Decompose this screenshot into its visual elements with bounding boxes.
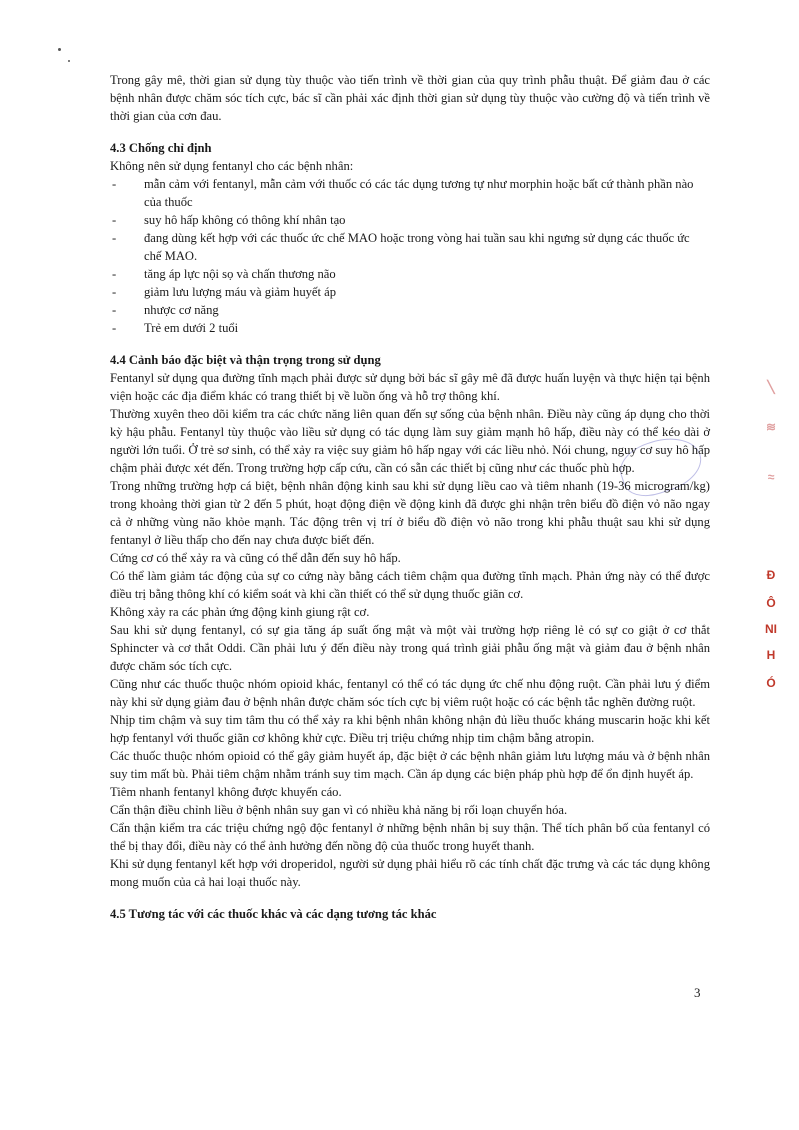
section-4-3-lead: Không nên sử dụng fentanyl cho các bệnh nhân: bbox=[110, 159, 354, 173]
margin-stamp-fragment: ≈ bbox=[767, 470, 775, 484]
warning-paragraph: Nhịp tim chậm và suy tim tâm thu có thể xảy ra khi bệnh nhân không nhận đủ liều thuốc kháng muscarin hoặc khi kết hợp fentanyl với thuốc giãn cơ không khử cực. Điều trị triệu chứng nhịp tim chậm bằng atropin. bbox=[110, 713, 710, 745]
section-4-5-heading: 4.5 Tương tác với các thuốc khác và các dạng tương tác khác bbox=[110, 907, 437, 921]
list-item: - nhược cơ năng bbox=[110, 301, 710, 319]
margin-stamp-char: NI bbox=[765, 622, 777, 636]
warning-paragraph: Tiêm nhanh fentanyl không được khuyến cáo. bbox=[110, 785, 342, 799]
warning-paragraph: Cũng như các thuốc thuộc nhóm opioid khác, fentanyl có thể có tác dụng ức chế nhu động ruột. Cần phải lưu ý điểm này khi sử dụng giảm đau ở bệnh nhân được chăm sóc tích cực bị viêm ruột hoặc có các bệnh tắc nghẽn đường ruột. bbox=[110, 677, 710, 709]
contraindication-list bbox=[110, 175, 710, 337]
warning-paragraph: Trong những trường hợp cá biệt, bệnh nhân động kinh sau khi sử dụng liều cao và tiêm nhanh (19-36 microgram/kg) trong khoảng thời gian từ 2 đến 5 phút, hoạt động điện về động kinh đã được ghi nhận trên biểu đồ điện vỏ não ngay cả ở những vùng não khỏe mạnh. Tác động trên vị trí ở biểu đồ điện vỏ não trong khi phẫu thuật sau khi sử dụng fentanyl ở liều thấp cho đến nay chưa được biết đến. bbox=[110, 479, 710, 547]
warning-paragraph: Cẩn thận kiểm tra các triệu chứng ngộ độc fentanyl ở những bệnh nhân bị suy thận. Thể tích phân bố của fentanyl có thể bị thay đổi, điều này có thể ảnh hưởng đến nồng độ của thuốc trong huyết thanh. bbox=[110, 821, 710, 853]
section-4-4-heading: 4.4 Cảnh báo đặc biệt và thận trọng trong sử dụng bbox=[110, 353, 381, 367]
warning-paragraph: Không xảy ra các phản ứng động kinh giung rật cơ. bbox=[110, 605, 370, 619]
list-item: - suy hô hấp không có thông khí nhân tạo bbox=[110, 211, 710, 229]
page-number: 3 bbox=[694, 985, 701, 1000]
margin-stamp-char: H bbox=[766, 648, 776, 662]
warning-paragraph: Các thuốc thuộc nhóm opioid có thể gây giảm huyết áp, đặc biệt ở các bệnh nhân giảm lưu lượng máu và ở bệnh nhân suy tim mất bù. Phải tiêm chậm nhằm tránh suy tim mạch. Cần áp dụng các biện pháp phù hợp để ổn định huyết áp. bbox=[110, 749, 710, 781]
scan-speck bbox=[68, 60, 70, 62]
margin-stamp-char: Ô bbox=[766, 596, 776, 610]
list-item: - giảm lưu lượng máu và giảm huyết áp bbox=[110, 283, 710, 301]
list-item: - mẫn cảm với fentanyl, mẫn cảm với thuốc có các tác dụng tương tự như morphin hoặc bất cứ thành phần nào của thuốc bbox=[110, 175, 710, 211]
warning-paragraph: Cẩn thận điều chỉnh liều ở bệnh nhân suy gan vì có nhiều khả năng bị rối loạn chuyển hóa. bbox=[110, 803, 568, 817]
list-item: - Trẻ em dưới 2 tuổi bbox=[110, 319, 710, 337]
warning-paragraph: Cứng cơ có thể xảy ra và cũng có thể dẫn đến suy hô hấp. bbox=[110, 551, 401, 565]
document-body bbox=[110, 71, 710, 923]
warning-paragraph: Sau khi sử dụng fentanyl, có sự gia tăng áp suất ống mật và một vài trường hợp riêng lẻ có sự co giật ở cơ thắt Sphincter và cơ thắt Oddi. Cần phải lưu ý đến điều này trong quá trình giải phẫu ống mật và giảm đau ở bệnh nhân được chăm sóc tích cực. bbox=[110, 623, 710, 673]
section-4-3-heading: 4.3 Chống chỉ định bbox=[110, 141, 212, 155]
margin-stamp-fragment: ╲ bbox=[767, 380, 775, 394]
scan-speck bbox=[58, 48, 61, 51]
margin-stamp-char: Đ bbox=[766, 568, 776, 582]
margin-stamp-char: Ó bbox=[766, 676, 776, 690]
list-item: - tăng áp lực nội sọ và chấn thương não bbox=[110, 265, 710, 283]
warning-paragraph: Fentanyl sử dụng qua đường tĩnh mạch phải được sử dụng bởi bác sĩ gây mê đã được huấn luyện và thực hiện tại bệnh viện hoặc các địa điểm khác có trang thiết bị về luồn ống và hỗ trợ thông khí. bbox=[110, 371, 710, 403]
margin-stamp-fragment: ≋ bbox=[765, 420, 777, 434]
warning-paragraph: Khi sử dụng fentanyl kết hợp với droperidol, người sử dụng phải hiểu rõ các tính chất đặc trưng và các tác dụng không mong muốn của cả hai loại thuốc này. bbox=[110, 857, 710, 889]
list-item: - đang dùng kết hợp với các thuốc ức chế MAO hoặc trong vòng hai tuần sau khi ngưng sử dụng các thuốc ức chế MAO. bbox=[110, 229, 710, 265]
intro-paragraph: Trong gây mê, thời gian sử dụng tùy thuộc vào tiến trình về thời gian của quy trình phẫu thuật. Để giảm đau ở các bệnh nhân được chăm sóc tích cực, bác sĩ cần phải xác định thời gian sử dụng tùy thuộc vào cường độ và tiến trình về thời gian của cơn đau. bbox=[110, 73, 710, 123]
warning-paragraph: Có thể làm giảm tác động của sự co cứng này bằng cách tiêm chậm qua đường tĩnh mạch. Phản ứng này có thể được điều trị bằng thông khí có kiểm soát và khi cần thiết có thể sử dụng thuốc giãn cơ. bbox=[110, 569, 710, 601]
warning-paragraph: Thường xuyên theo dõi kiểm tra các chức năng liên quan đến sự sống của bệnh nhân. Điều này cũng áp dụng cho thời kỳ hậu phẫu. Fentanyl tùy thuộc vào liều sử dụng có tác dụng làm suy giảm mạnh hô hấp, điều này có thể kéo dài ở người lớn tuổi. Ở trẻ sơ sinh, có thể xảy ra việc suy giảm hô hấp ngay với các liều nhỏ. Nói chung, nguy cơ suy hô hấp chậm phải được xét đến. Trong trường hợp cấp cứu, cần có sẵn các thiết bị cũng như các thuốc phù hợp. bbox=[110, 407, 710, 475]
